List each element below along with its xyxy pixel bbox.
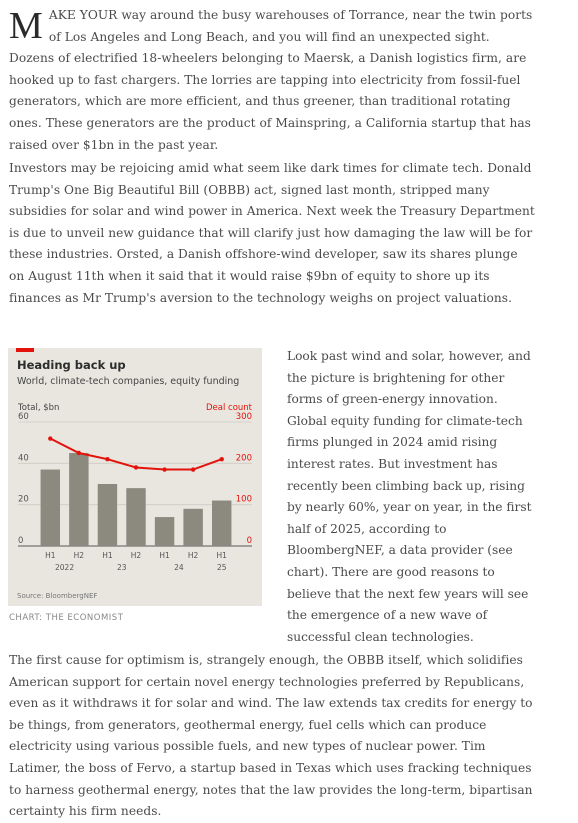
bar [155,517,174,546]
x-tick-label: H1 [45,551,56,560]
x-tick-label: H1 [216,551,227,560]
line-point [77,451,81,455]
y-tick-label: 20 [18,494,29,505]
x-tick-label: H1 [102,551,113,560]
left-axis-label: Total, $bn [18,403,60,413]
chart-caption: CHART: THE ECONOMIST [9,613,124,623]
x-tick-label: H2 [130,551,142,560]
bar [98,484,117,546]
y2-tick-label: 200 [235,453,252,464]
paragraph-2: Investors may be rejoicing amid what seem like dark times for climate tech. Donald Trump's One Big Beautiful Bill (OBBB) act, signed last month, stripped many subsidies for solar and wind power in America. Next week the Treasury Department is due to unveil new guidance that will clarify just how damaging the law will be for these industries. Orsted, a Danish offshore-wind developer, saw its shares plunge on August 11th when it said that it would raise $9bn of equity to shore up its finances as Mr Trump's aversion to the technology weighs on project valuations. [9,161,535,305]
right-axis-label: Deal count [205,403,252,413]
paragraph-3: Look past wind and solar, however, and the picture is brightening for other forms of green-energy innovation. Global equity funding for climate-tech firms plunged in 2024 amid rising interest rates. But investment has recently been climbing back up, rising by nearly 60%, year on year, in the first half of 2025, according to BloombergNEF, a data provider (see chart). There are good reasons to believe that the next few years will see the emergence of a new wave of successful clean technologies. [287,349,532,644]
chart-subtitle: World, climate-tech companies, equity funding [17,376,240,387]
chart-source: Source: BloombergNEF [17,592,98,600]
y-tick-label: 0 [18,536,24,546]
line-point [162,467,166,471]
paragraph-intro [9,5,536,156]
y-tick-label: 60 [18,412,29,422]
bar [41,470,60,546]
line-point [134,465,138,469]
line-point [48,436,52,440]
chart-title: Heading back up [17,358,126,372]
y2-tick-label: 100 [235,494,252,505]
x-year-label: 25 [216,563,227,572]
intro-text: AKE YOUR way around the busy warehouses of Torrance, near the twin ports of Los Angeles and Long Beach, and you will find an unexpected sight. Dozens of electrified 18-wheelers belonging to Maersk, a Danish logistics firm, are hooked up to fast chargers. The lorries are tapping into electricity from fossil-fuel generators, which are more efficient, and thus greener, than traditional rotating ones. These generators are the product of Mainspring, a California startup that has raised over $1bn in the past year. [9,8,533,152]
line-point [220,457,224,461]
y2-tick-label: 300 [235,412,252,422]
x-year-label: 24 [174,563,184,572]
line-point [105,457,109,461]
y-tick-label: 40 [18,453,29,464]
x-tick-label: H1 [159,551,170,560]
paragraph-4: The first cause for optimism is, strangely enough, the OBBB itself, which solidifies American support for certain novel energy technologies preferred by Republicans, even as it withdraws it for solar and wind. The law extends tax credits for energy to be things, from generators, geothermal energy, fuel cells which can produce electricity using various possible fuels, and new types of nuclear power. Tim Latimer, the boss of Fervo, a startup based in Texas which uses fracking techniques to harness geothermal energy, notes that the law provides the long-term, bipartisan certainty his firm needs. [9,653,533,819]
chart-panel [8,348,262,606]
x-year-label: 23 [116,563,127,572]
bar [69,453,88,546]
drop-cap: M [9,5,43,47]
bar [212,501,231,546]
bar [126,488,145,546]
line-point [191,467,195,471]
y2-tick-label: 0 [246,536,252,546]
chart-plot [8,348,262,606]
x-year-label: 2022 [55,563,75,572]
bar [183,509,202,546]
x-tick-label: H2 [187,551,199,560]
x-tick-label: H2 [73,551,85,560]
